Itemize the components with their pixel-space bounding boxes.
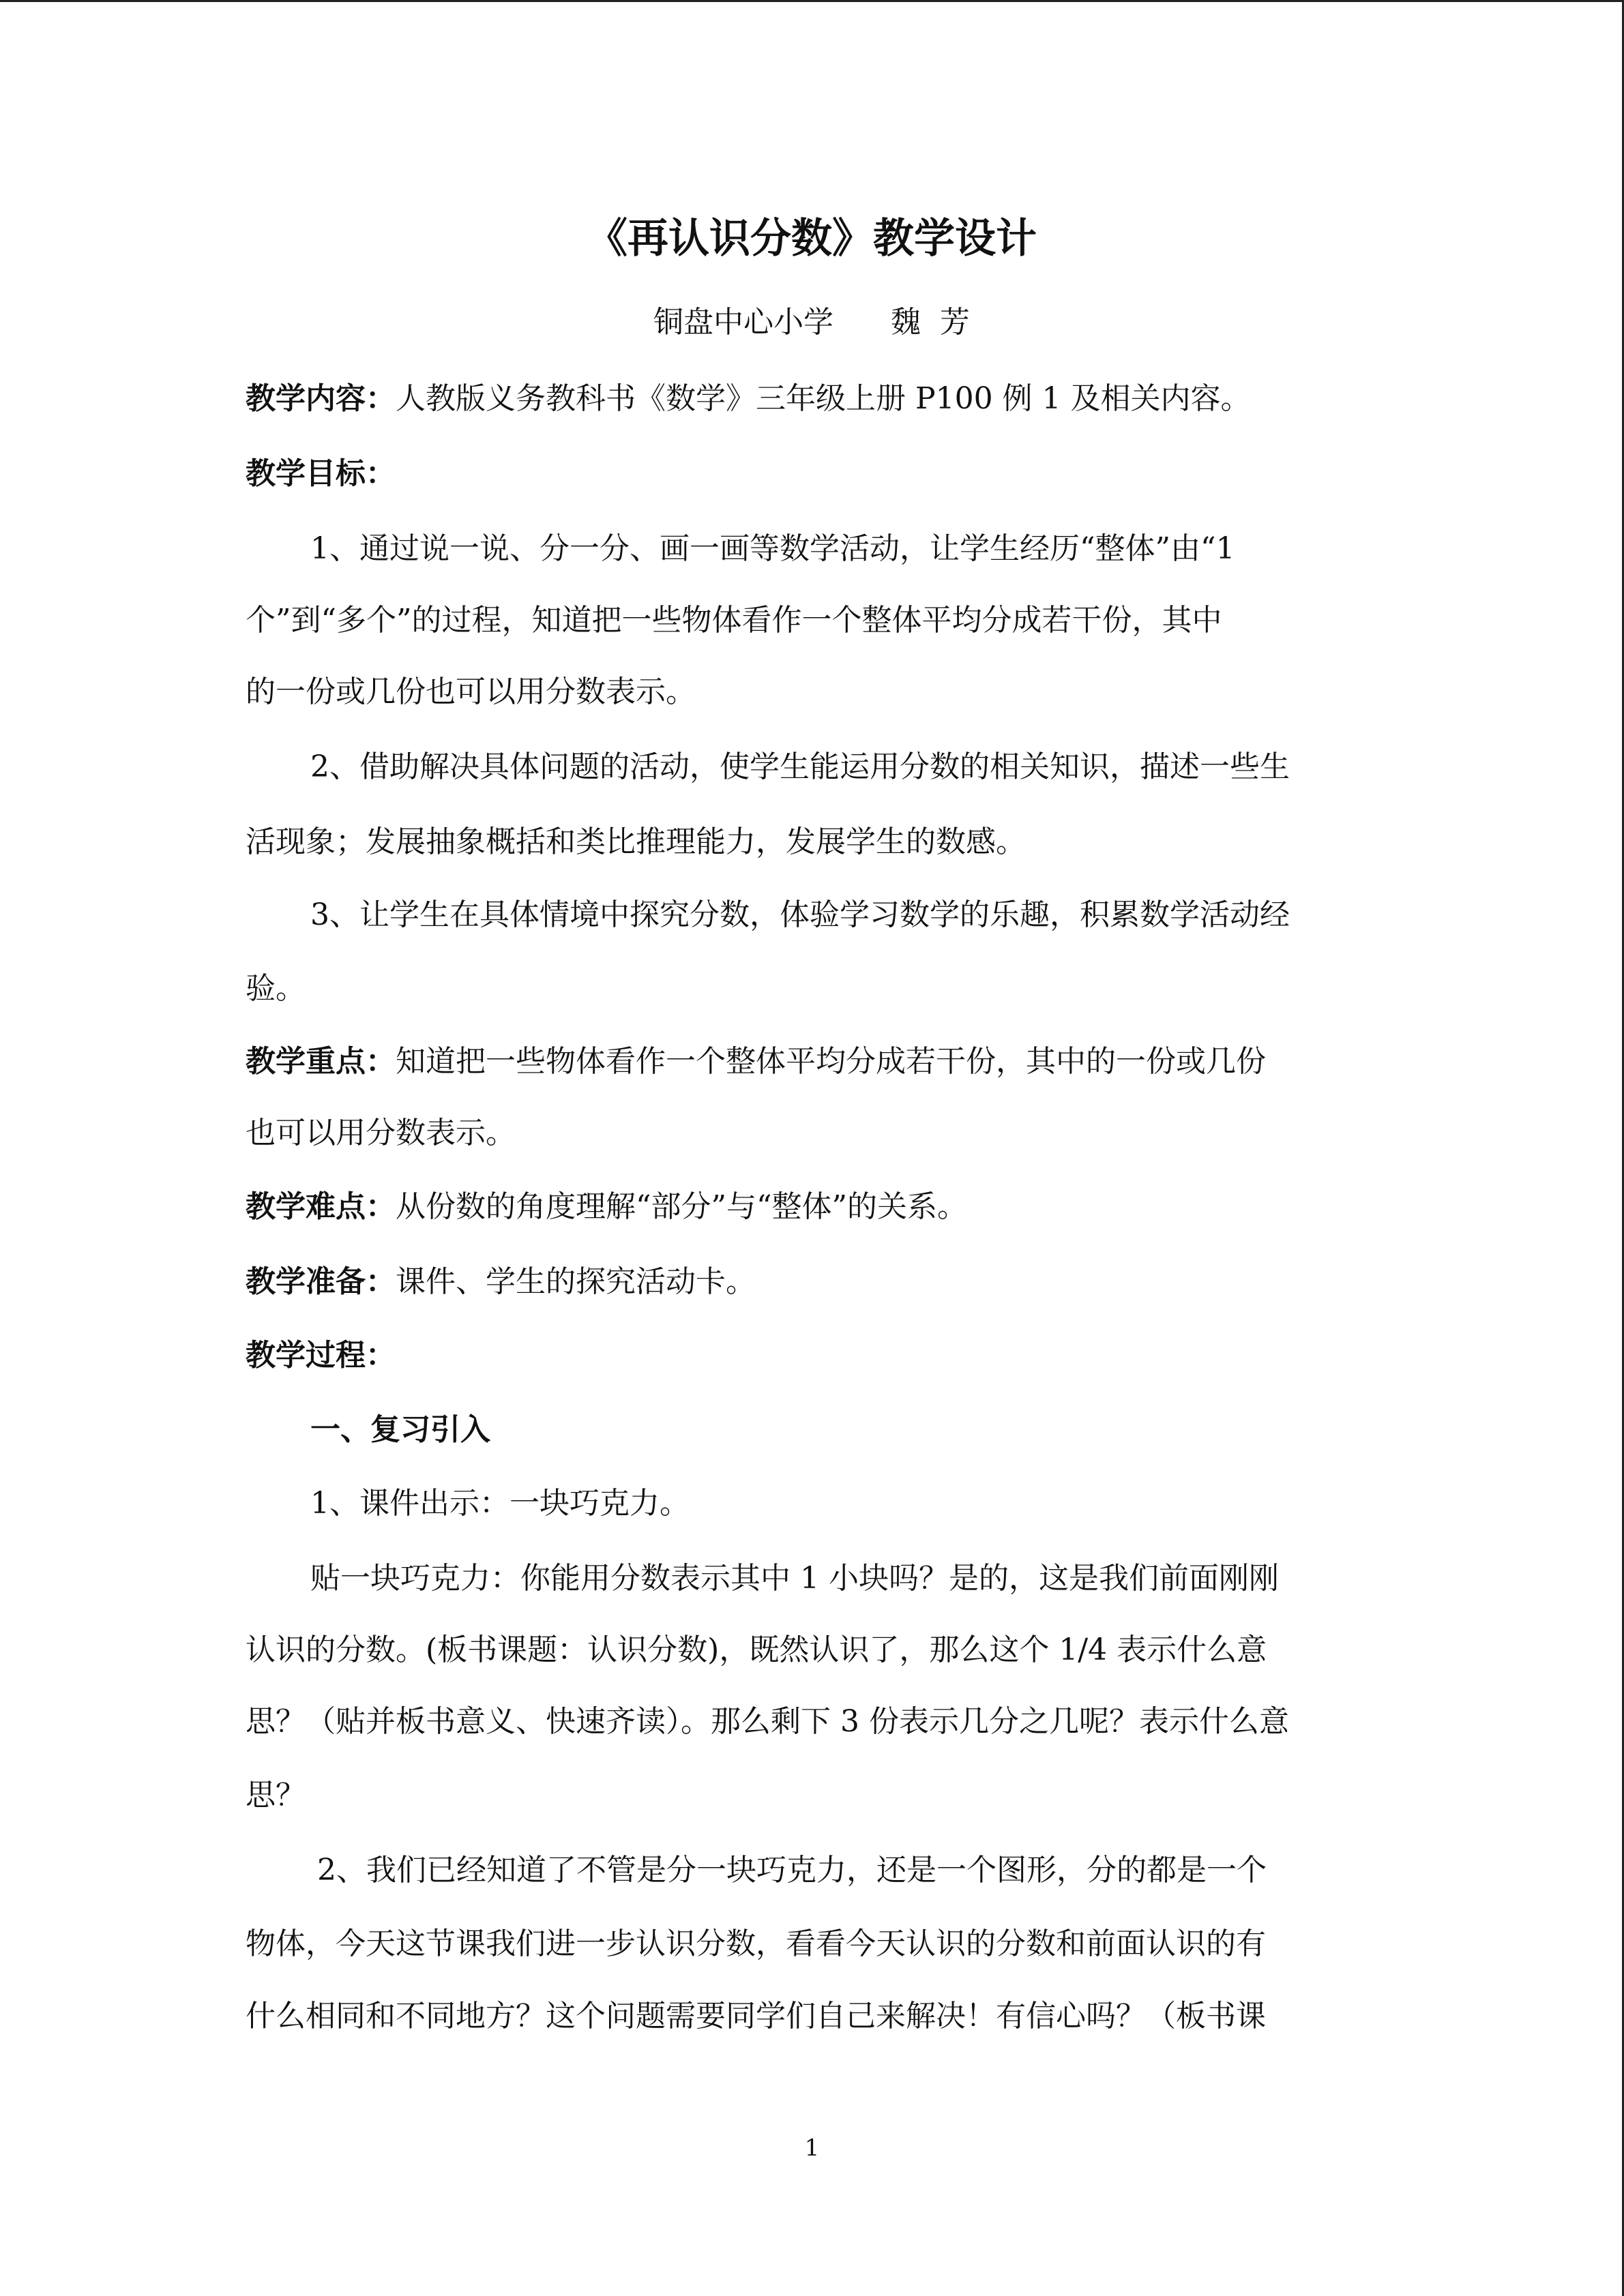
key-label: 教学重点： [246,1044,396,1079]
goal1-line3: 的一份或几份也可以用分数表示。 [246,674,696,709]
para1-line4: 思？ [246,1778,306,1813]
para1-line1: 贴一块巧克力：你能用分数表示其中 1 小块吗？是的，这是我们前面刚刚 [310,1561,1279,1596]
key-line [246,1031,1378,1092]
goal3-line2: 验。 [246,971,306,1006]
difficulty-text: 从份数的角度理解“部分”与“整体”的关系。 [396,1189,967,1224]
para1-line3: 思？（贴并板书意义、快速齐读）。那么剩下 3 份表示几分之几呢？表示什么意 [246,1704,1289,1739]
content-text: 人教版义务教科书《数学》三年级上册 P100 例 1 及相关内容。 [396,381,1251,416]
content-line [246,368,1378,430]
goal1-line1: 1、通过说一说、分一分、画一画等数学活动，让学生经历“整体”由“1 [310,531,1235,566]
key-text: 知道把一些物体看作一个整体平均分成若干份，其中的一份或几份 [396,1044,1266,1079]
process-label: 教学过程： [246,1338,396,1373]
section1-heading: 一、复习引入 [310,1412,490,1447]
content-label: 教学内容： [246,381,396,416]
para1-line2: 认识的分数。(板书课题：认识分数)，既然认识了，那么这个 1/4 表示什么意 [246,1632,1267,1667]
difficulty-label: 教学难点： [246,1189,396,1224]
step1-text: 1、课件出示：一块巧克力。 [310,1486,690,1521]
prep-line [246,1251,1378,1313]
step2-line1: 2、我们已经知道了不管是分一块巧克力，还是一个图形，分的都是一个 [317,1853,1267,1888]
goal3-line1: 3、让学生在具体情境中探究分数，体验学习数学的乐趣，积累数学活动经 [310,897,1290,932]
goals-label: 教学目标： [246,456,396,491]
goal1-line2: 个”到“多个”的过程，知道把一些物体看作一个整体平均分成若干份，其中 [246,603,1222,638]
difficulty-line [246,1176,1378,1238]
page-border-top [0,0,1624,2]
key-line2: 也可以用分数表示。 [246,1116,516,1150]
document-title: 《再认识分数》教学设计 [587,215,1037,263]
document-author: 铜盘中心小学 魏 芳 [653,305,970,340]
step2-line3: 什么相同和不同地方？这个问题需要同学们自己来解决！有信心吗？（板书课 [246,1999,1266,2033]
step2-line2: 物体，今天这节课我们进一步认识分数，看看今天认识的分数和前面认识的有 [246,1926,1266,1961]
prep-text: 课件、学生的探究活动卡。 [396,1264,756,1299]
prep-label: 教学准备： [246,1264,396,1299]
goal2-line1: 2、借助解决具体问题的活动，使学生能运用分数的相关知识，描述一些生 [310,749,1290,784]
page-number: 1 [804,2134,820,2162]
goal2-line2: 活现象；发展抽象概括和类比推理能力，发展学生的数感。 [246,824,1026,859]
